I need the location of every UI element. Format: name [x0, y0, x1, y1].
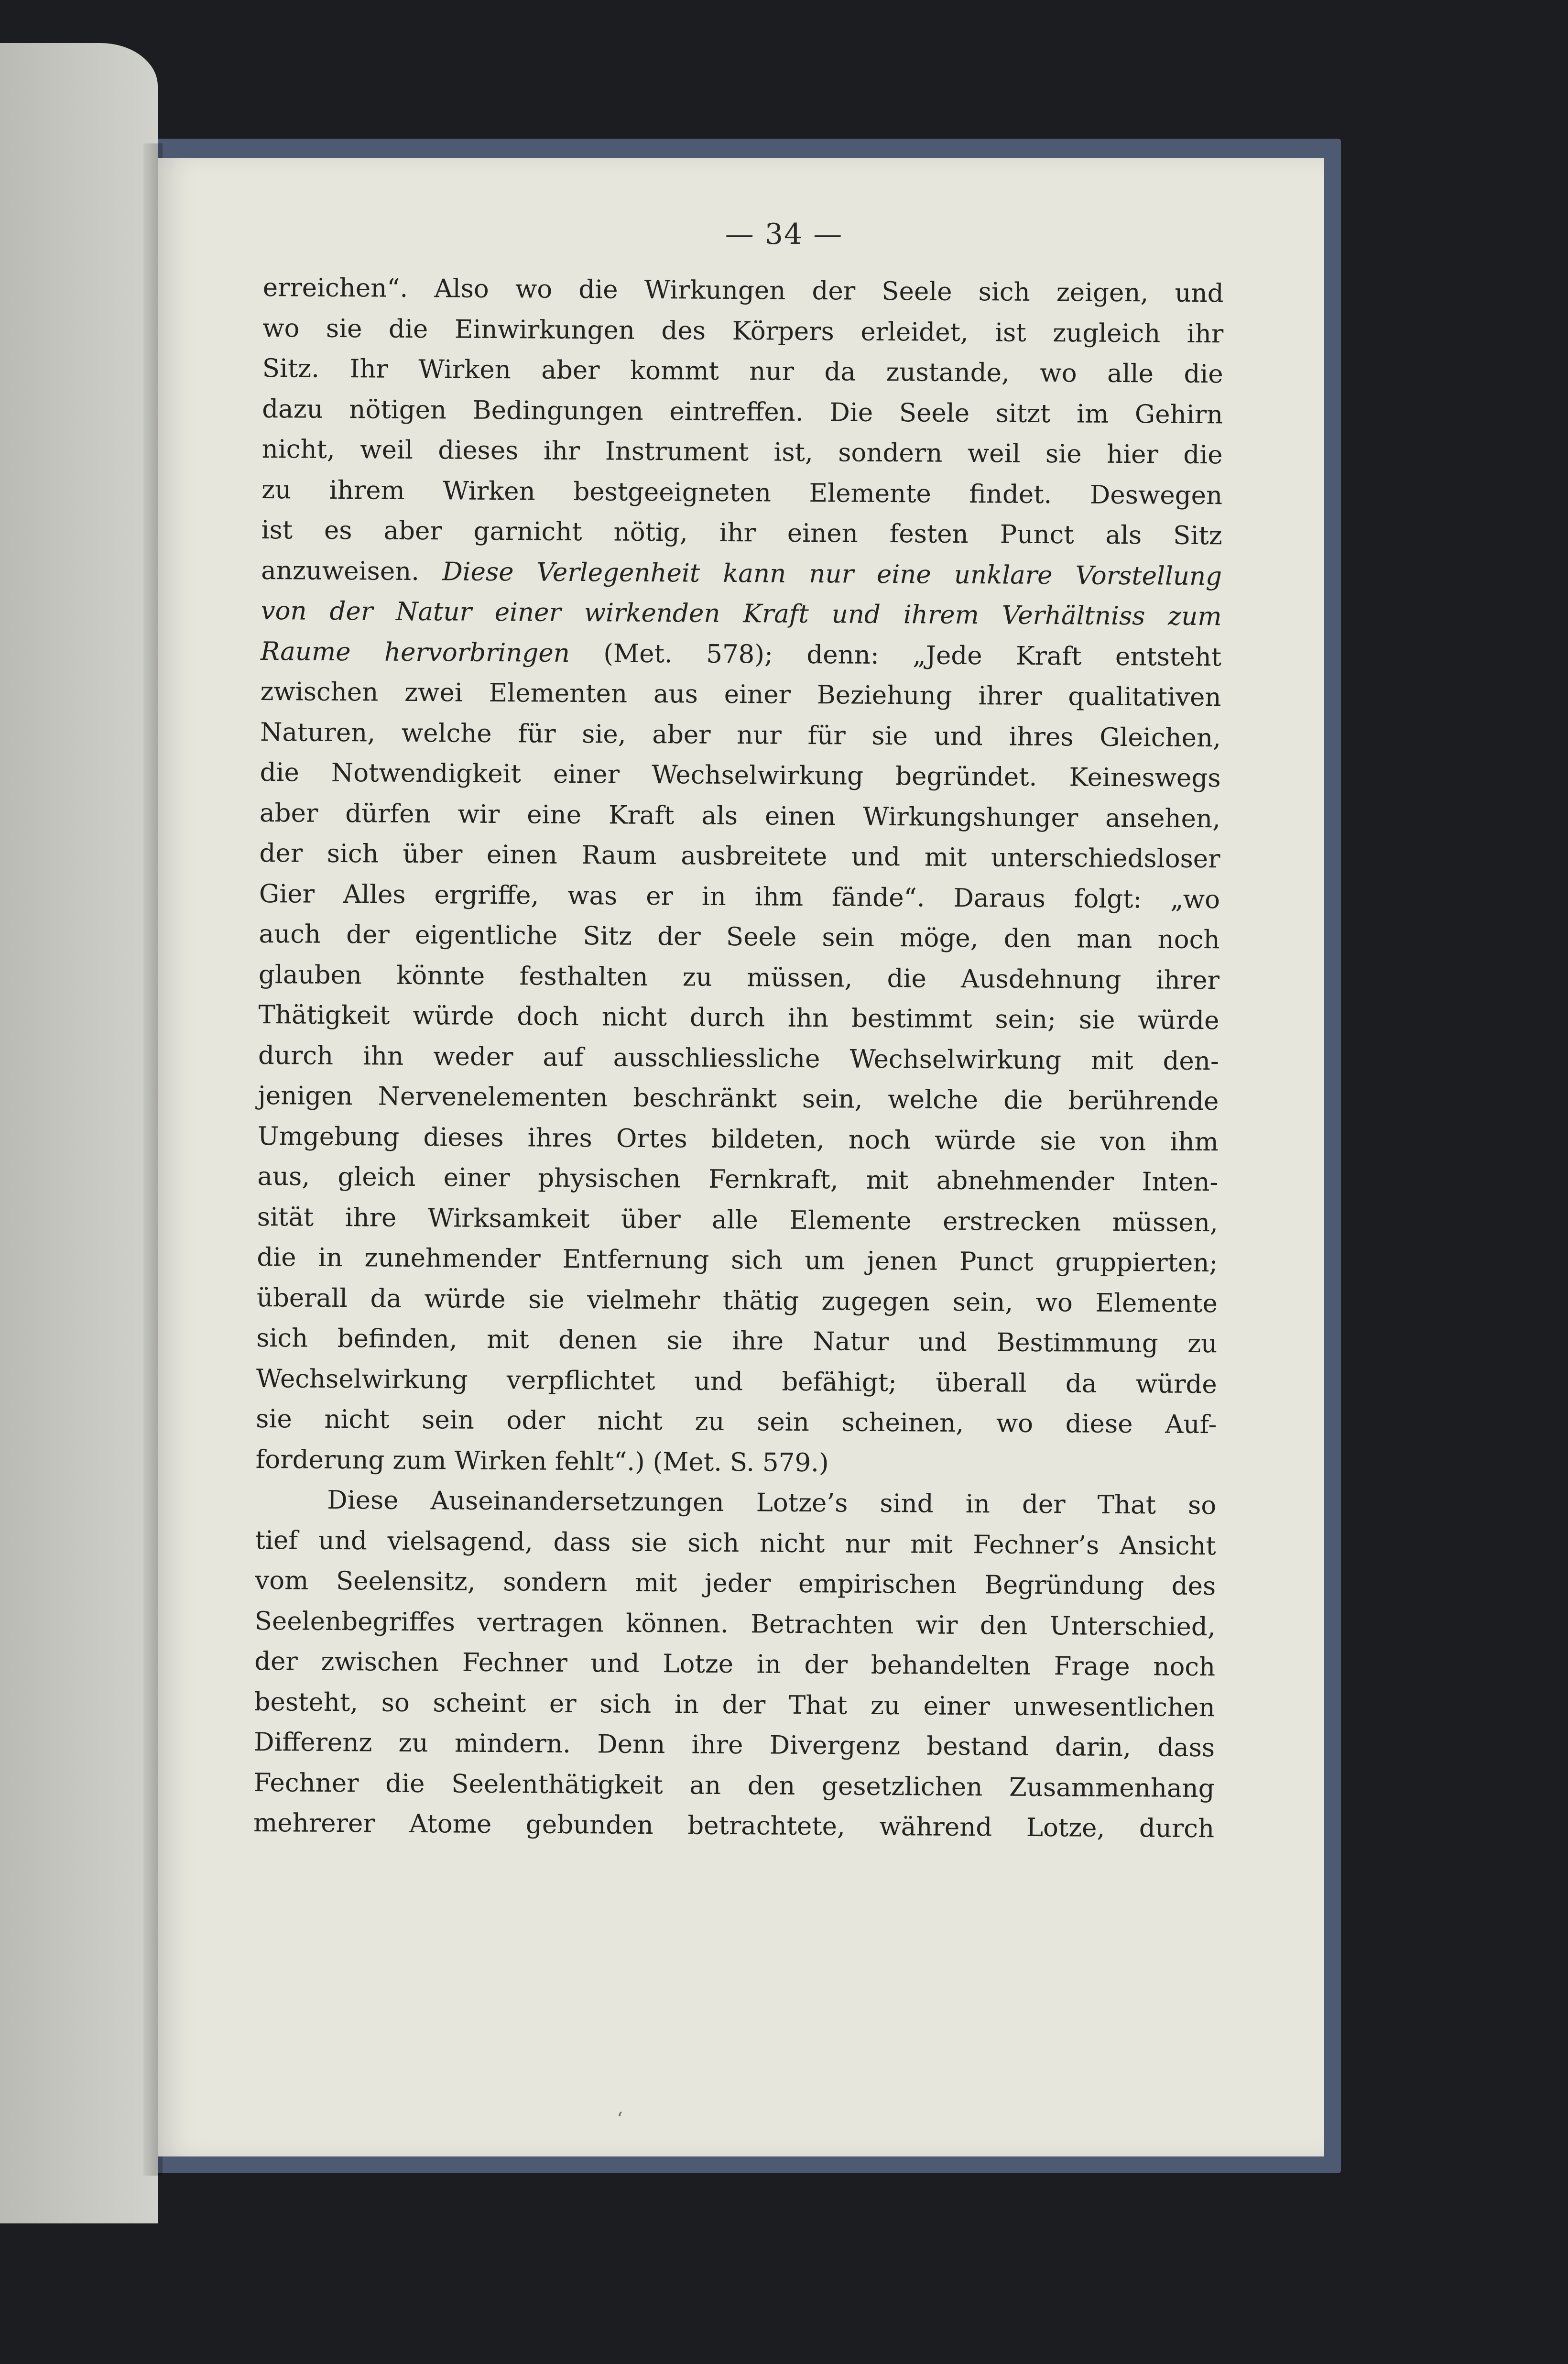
text-line [253, 1762, 1214, 1809]
text-line [254, 1642, 1215, 1688]
body-text [253, 268, 1224, 1850]
text-line [262, 389, 1223, 435]
italic-text-segment: von der Natur einer wirkenden Kraft und ihrem Verhältniss zum [261, 596, 1222, 632]
text-line [262, 349, 1223, 395]
text-segment: ist es aber garnicht nötig, ihr einen festen Punct als Sitz [261, 515, 1222, 551]
text-line [259, 833, 1220, 880]
text-segment: die in zunehmender Entfernung sich um jenen Punct gruppierten; [257, 1242, 1218, 1278]
text-segment: sie nicht sein oder nicht zu sein scheinen, wo diese Auf- [256, 1404, 1217, 1440]
text-segment: tief und vielsagend, dass sie sich nicht nur mit Fechner’s Ansicht [255, 1525, 1216, 1561]
text-line [258, 1035, 1219, 1082]
text-segment: der zwischen Fechner und Lotze in der behandelten Frage noch [254, 1646, 1216, 1682]
text-line [255, 1480, 1216, 1526]
text-segment: aus, gleich einer physischen Fernkraft, mit abnehmender Inten- [257, 1161, 1219, 1197]
text-line [255, 1520, 1216, 1566]
text-line [260, 712, 1221, 758]
text-segment: Wechselwirkung verpflichtet und befähigt; überall da würde [256, 1364, 1217, 1399]
text-line [254, 1682, 1215, 1728]
text-line [261, 470, 1222, 516]
text-line [256, 1358, 1217, 1405]
text-line [261, 429, 1222, 476]
italic-text-segment: Raume hervorbringen [260, 636, 570, 668]
text-line [259, 874, 1220, 920]
text-segment: durch ihn weder auf ausschliessliche Wechselwirkung mit den- [258, 1040, 1220, 1076]
text-segment: auch der eigentliche Sitz der Seele sein möge, den man noch [259, 919, 1220, 955]
text-line [256, 1399, 1217, 1445]
text-line [259, 914, 1220, 961]
text-line [262, 268, 1223, 314]
text-line [261, 510, 1222, 557]
text-segment: besteht, so scheint er sich in der That zu einer unwesentlichen [254, 1687, 1215, 1722]
text-segment: aber dürfen wir eine Kraft als einen Wirkungshunger ansehen, [259, 798, 1221, 833]
text-line [261, 591, 1221, 637]
stray-mark: ‘ [617, 2109, 623, 2131]
text-line [261, 550, 1222, 597]
text-line [260, 793, 1220, 839]
text-segment: glauben könnte festhalten zu müssen, die Ausdehnung ihrer [258, 960, 1220, 995]
text-line [256, 1318, 1217, 1365]
text-segment: Differenz zu mindern. Denn ihre Divergenz bestand darin, dass [253, 1727, 1215, 1763]
text-line [258, 1116, 1219, 1162]
text-segment: forderung zum Wirken fehlt“.) (Met. S. 579.) [255, 1445, 829, 1478]
text-segment: Fechner die Seelenthätigkeit an den gesetzlichen Zusammenhang [253, 1768, 1215, 1803]
text-line [257, 1157, 1218, 1203]
text-segment: wo sie die Einwirkungen des Körpers erleidet, ist zugleich ihr [262, 313, 1224, 349]
text-line [254, 1722, 1215, 1769]
text-segment: vom Seelensitz, sondern mit jeder empirischen Begründung des [255, 1565, 1216, 1601]
text-segment: Seelenbegriffes vertragen können. Betrachten wir den Unterschied, [254, 1606, 1216, 1642]
text-line [254, 1601, 1215, 1647]
text-segment: mehrerer Atome gebunden betrachtete, während Lotze, durch [253, 1808, 1215, 1844]
text-segment: (Met. 578); denn: „Jede Kraft entsteht [569, 638, 1222, 672]
text-segment: erreichen“. Also wo die Wirkungen der Seele sich zeigen, und [262, 273, 1224, 308]
text-line [257, 1237, 1218, 1284]
text-segment: Naturen, welche für sie, aber nur für sie und ihres Gleichen, [260, 717, 1221, 753]
text-segment: Diese Auseinandersetzungen Lotze’s sind in der That so [327, 1485, 1217, 1521]
text-segment: Thätigkeit würde doch nicht durch ihn bestimmt sein; sie würde [258, 1000, 1220, 1036]
text-line [253, 1803, 1214, 1850]
previous-page-edge [0, 43, 158, 2223]
text-line [257, 1197, 1218, 1243]
text-line [258, 1076, 1219, 1122]
page-number: — 34 — [725, 218, 843, 251]
text-line [255, 1561, 1216, 1607]
text-segment: sich befinden, mit denen sie ihre Natur und Bestimmung zu [256, 1323, 1218, 1359]
text-line [259, 954, 1220, 1001]
text-segment: der sich über einen Raum ausbreitete und mit unterschiedsloser [259, 838, 1220, 874]
text-segment: überall da würde sie vielmehr thätig zugegen sein, wo Elemente [256, 1283, 1218, 1318]
text-segment: nicht, weil dieses ihr Instrument ist, sondern weil sie hier die [261, 434, 1223, 470]
text-segment: Umgebung dieses ihres Ortes bildeten, noch würde sie von ihm [257, 1121, 1219, 1157]
text-line [256, 1439, 1217, 1486]
text-segment: zwischen zwei Elementen aus einer Beziehung ihrer qualitativen [260, 677, 1221, 712]
text-segment: sität ihre Wirksamkeit über alle Elemente erstrecken müssen, [257, 1202, 1219, 1237]
text-line [262, 308, 1223, 354]
text-segment: Gier Alles ergriffe, was er in ihm fände“. Daraus folgt: „wo [259, 879, 1220, 914]
text-line [260, 672, 1221, 718]
text-line [261, 631, 1221, 678]
text-segment: anzuweisen. [261, 556, 443, 586]
text-segment: jenigen Nervenelementen beschränkt sein, welche die berührende [258, 1081, 1219, 1116]
text-segment: zu ihrem Wirken bestgeeigneten Elemente findet. Deswegen [261, 475, 1223, 510]
text-line [258, 995, 1219, 1041]
text-segment: dazu nötigen Bedingungen eintreffen. Die Seele sitzt im Gehirn [262, 394, 1223, 429]
italic-text-segment: Diese Verlegenheit kann nur eine unklare Vorstellung [442, 557, 1222, 591]
text-line [260, 753, 1220, 799]
text-line [257, 1278, 1218, 1324]
text-segment: die Notwendigkeit einer Wechselwirkung begründet. Keineswegs [260, 757, 1221, 793]
text-segment: Sitz. Ihr Wirken aber kommt nur da zustande, wo alle die [262, 353, 1223, 389]
